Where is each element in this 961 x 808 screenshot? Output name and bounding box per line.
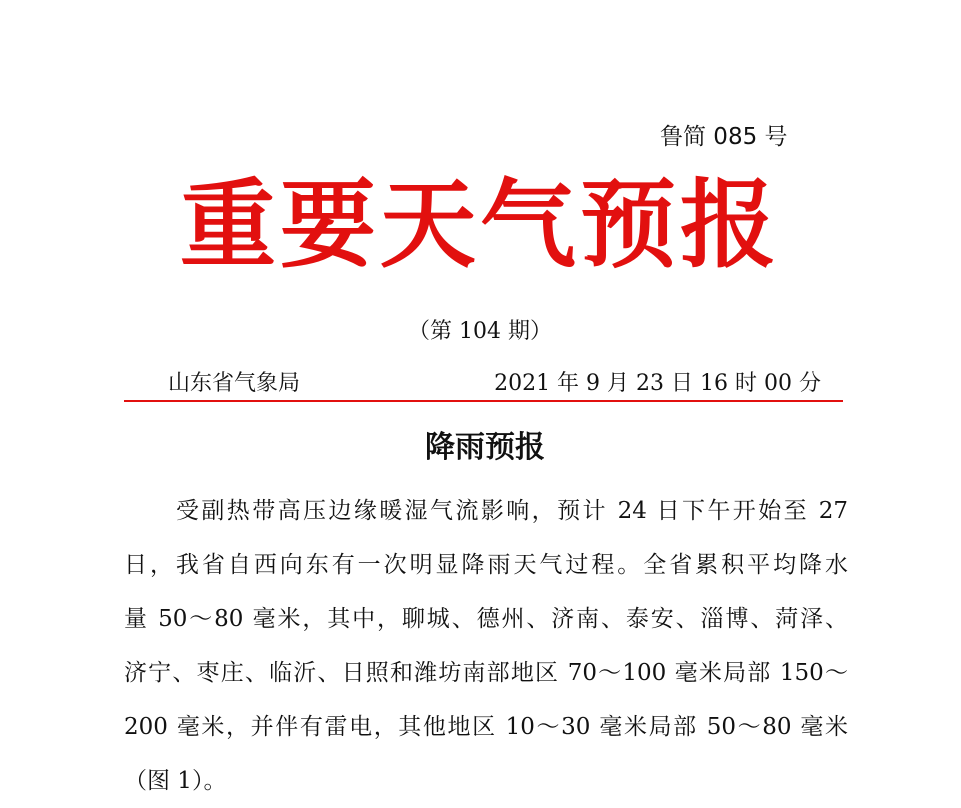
masthead-title: 重要天气预报 [180, 168, 780, 281]
forecast-paragraph [124, 484, 848, 808]
paragraph-line: 量 50～80 毫米，其中，聊城、德州、济南、泰安、淄博、菏泽、 [124, 606, 848, 632]
paragraph-line: 济宁、枣庄、临沂、日照和潍坊南部地区 70～100 毫米局部 150～ [124, 660, 848, 686]
issue-datetime: 2021 年 9 月 23 日 16 时 00 分 [494, 371, 821, 396]
red-divider-line [124, 400, 843, 402]
issue-number: （第 104 期） [408, 319, 552, 344]
paragraph-line: 日，我省自西向东有一次明显降雨天气过程。全省累积平均降水 [124, 552, 848, 578]
issuer-name: 山东省气象局 [168, 371, 301, 396]
paragraph-line: 受副热带高压边缘暖湿气流影响，预计 24 日下午开始至 27 [176, 498, 848, 524]
document-number: 鲁简 085 号 [660, 124, 788, 150]
paragraph-line: （图 1）。 [124, 768, 227, 794]
section-title: 降雨预报 [425, 430, 545, 465]
paragraph-line: 200 毫米，并伴有雷电，其他地区 10～30 毫米局部 50～80 毫米 [124, 714, 848, 740]
